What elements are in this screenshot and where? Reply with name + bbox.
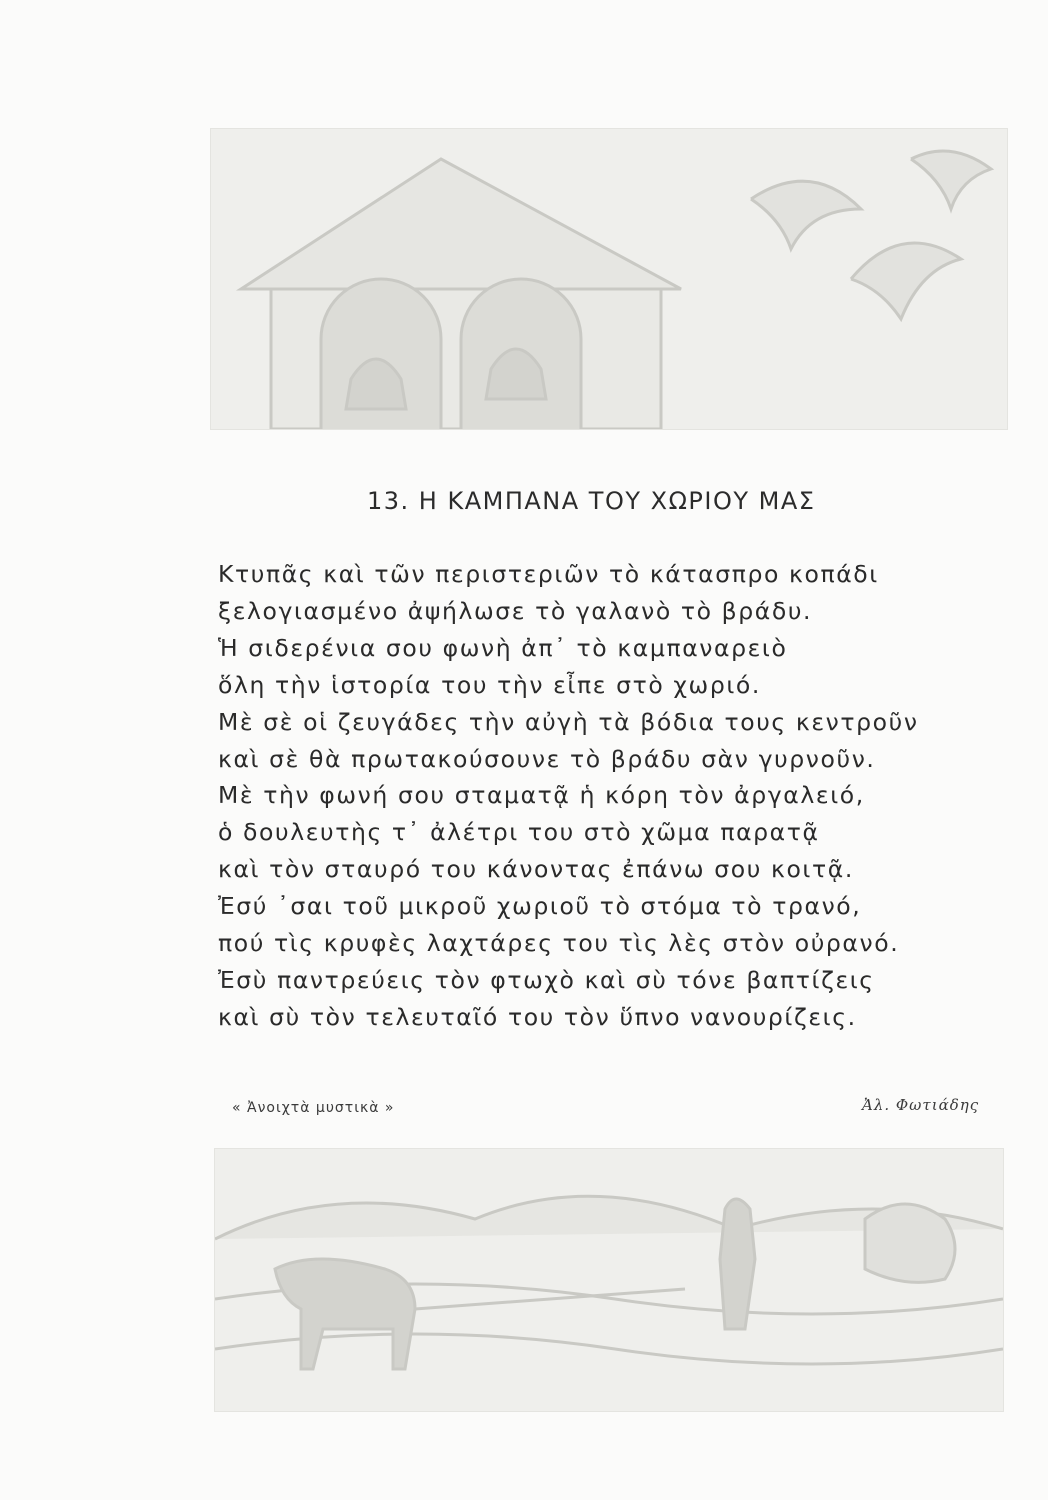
poem-line: καὶ σὲ θὰ πρωτακούσουνε τὸ βράδυ σὰν γυρνοῦν.: [218, 744, 876, 773]
poem-line: ξελογιασμένο ἀψήλωσε τὸ γαλανὸ τὸ βράδυ.: [218, 596, 813, 625]
poem-line: Κτυπᾶς καὶ τῶν περιστεριῶν τὸ κάτασπρο κοπάδι: [218, 560, 879, 588]
poem-line: καὶ τὸν σταυρό του κάνοντας ἐπάνω σου κοιτᾷ.: [218, 855, 854, 884]
poem-line: Ἡ σιδερένια σου φωνὴ ἀπ᾿ τὸ καμπαναρειὸ: [218, 633, 788, 662]
poem-line: Μὲ τὴν φωνή σου σταματᾷ ἡ κόρη τὸν ἀργαλειό,: [218, 781, 865, 810]
poem-line: Ἐσὺ παντρεύεις τὸν φτωχὸ καὶ σὺ τόνε βαπτίζεις: [218, 965, 875, 994]
poem-title: 13. Η ΚΑΜΠΑΝΑ ΤΟΥ ΧΩΡΙΟΥ ΜΑΣ: [367, 487, 816, 515]
poem-line: πού τὶς κρυφὲς λαχτάρες του τὶς λὲς στὸν οὐρανό.: [218, 929, 900, 958]
poem-line: ὅλη τὴν ἱστορία του τὴν εἶπε στὸ χωριό.: [218, 670, 761, 699]
poem-line: καὶ σὺ τὸν τελευταῖό του τὸν ὕπνο νανουρίζεις.: [218, 1002, 857, 1031]
poem-line: ὁ δουλευτὴς τ᾿ ἀλέτρι του στὸ χῶμα παρατᾷ: [218, 818, 820, 847]
poem-body: [218, 556, 919, 1036]
ploughing-illustration: [214, 1148, 1004, 1412]
source-citation: « Ἀνοιχτὰ μυστικὰ »: [232, 1100, 395, 1116]
author-name: Ἀλ. Φωτιάδης: [862, 1096, 980, 1114]
poem-line: Ἐσύ ᾿σαι τοῦ μικροῦ χωριοῦ τὸ στόμα τὸ τρανό,: [218, 892, 862, 921]
poem-line: Μὲ σὲ οἱ ζευγάδες τὴν αὐγὴ τὰ βόδια τους κεντροῦν: [218, 707, 919, 736]
bell-tower-illustration: [210, 128, 1008, 430]
